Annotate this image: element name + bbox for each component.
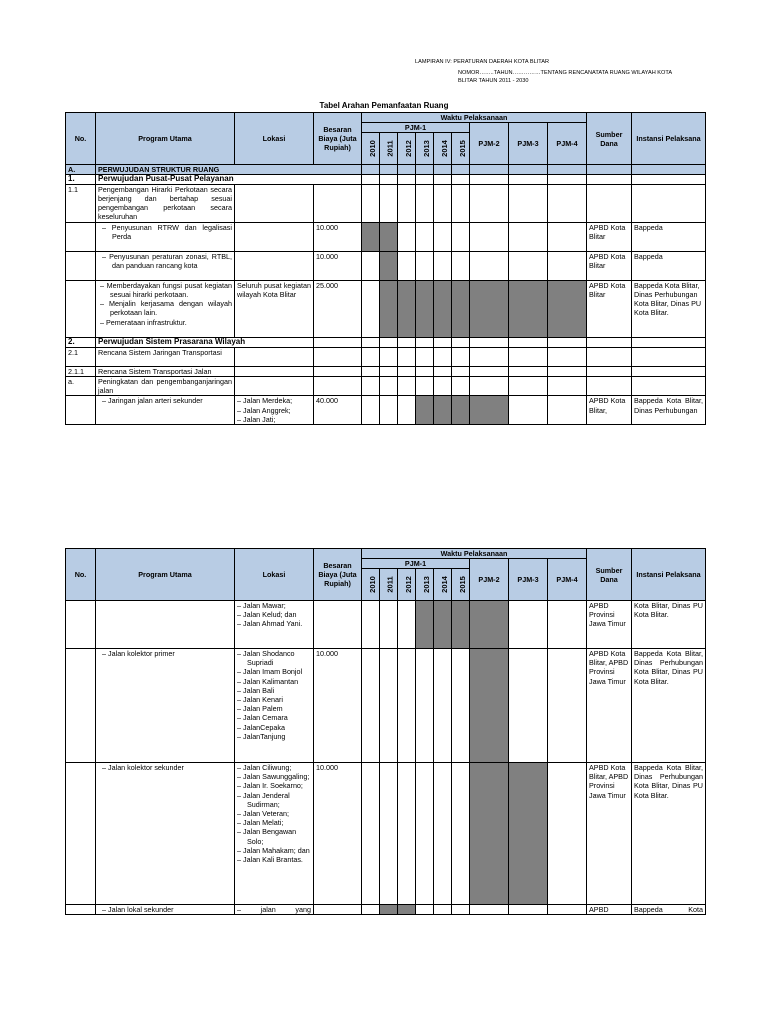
program-text: Rencana Sistem Jaringan Transportasi — [96, 347, 235, 366]
col-instansi: Instansi Pelaksana — [632, 113, 706, 165]
section-row — [66, 337, 706, 347]
section-row — [66, 175, 706, 185]
timeline-bar — [470, 601, 509, 649]
biaya-value: 10.000 — [314, 251, 362, 280]
program-text: Rencana Sistem Transportasi Jalan — [96, 366, 235, 376]
program-text: Pengembangan Hirarki Perkotaan secara berjenjang dan bertahap sesuai pengembangan perkotaan secara keseluruhan — [96, 184, 235, 222]
sumber-dana: APBD Kota Blitar — [587, 280, 632, 337]
timeline-bar — [470, 396, 509, 425]
timeline-bar — [416, 280, 434, 337]
timeline-bar — [362, 222, 380, 251]
table-row — [66, 366, 706, 376]
arahan-table-page-2 — [65, 548, 706, 915]
col-program: Program Utama — [96, 113, 235, 165]
col-pjm2: PJM-2 — [470, 123, 509, 165]
timeline-bar — [509, 763, 548, 905]
col-sumber: Sumber Dana — [587, 549, 632, 601]
col-pjm4: PJM-4 — [548, 123, 587, 165]
biaya-value: 40.000 — [314, 396, 362, 425]
col-instansi: Instansi Pelaksana — [632, 549, 706, 601]
table-row — [66, 905, 706, 915]
table-row — [66, 396, 706, 425]
col-year: 2015 — [452, 133, 470, 165]
section-number: A. — [66, 165, 96, 175]
section-number: 1. — [66, 175, 96, 185]
timeline-bar — [380, 905, 398, 915]
col-lokasi: Lokasi — [235, 113, 314, 165]
instansi-pelaksana: Bappeda Kota — [632, 905, 706, 915]
lokasi-list: – Jalan Mawar; – Jalan Kelud; dan – Jalan Ahmad Yani. — [235, 601, 314, 649]
table-row — [66, 649, 706, 763]
timeline-bar — [452, 280, 470, 337]
biaya-value: 25.000 — [314, 280, 362, 337]
biaya-value: 10.000 — [314, 763, 362, 905]
timeline-bar — [470, 649, 509, 763]
document-header-line2: NOMOR……..TAHUN……………TENTANG RENCANATATA RUANG WILAYAH KOTA — [458, 70, 673, 76]
table-row — [66, 377, 706, 396]
biaya-value: 10.000 — [314, 649, 362, 763]
col-biaya: Besaran Biaya (Juta Rupiah) — [314, 113, 362, 165]
timeline-bar — [452, 396, 470, 425]
program-text: – Jalan lokal sekunder — [96, 905, 235, 915]
timeline-bar — [548, 280, 587, 337]
table-row — [66, 763, 706, 905]
col-pjm1: PJM-1 — [362, 559, 470, 569]
timeline-bar — [434, 396, 452, 425]
timeline-bar — [380, 251, 398, 280]
sumber-dana: APBD Provinsi Jawa Timur — [587, 601, 632, 649]
sumber-dana: APBD Kota Blitar — [587, 222, 632, 251]
col-no: No. — [66, 113, 96, 165]
program-text: – Penyusunan peraturan zonasi, RTBL, dan panduan rancang kota — [96, 251, 235, 280]
instansi-pelaksana: Bappeda Kota Blitar, Dinas Perhubungan — [632, 396, 706, 425]
col-biaya: Besaran Biaya (Juta Rupiah) — [314, 549, 362, 601]
section-label: Perwujudan Pusat-Pusat Pelayanan — [96, 175, 362, 185]
program-text: – Jalan kolektor sekunder — [96, 763, 235, 905]
timeline-bar — [434, 601, 452, 649]
biaya-value: 10.000 — [314, 222, 362, 251]
col-pjm4: PJM-4 — [548, 559, 587, 601]
sumber-dana: APBD Kota Blitar, APBD Provinsi Jawa Timur — [587, 649, 632, 763]
col-waktu: Waktu Pelaksanaan — [362, 113, 587, 123]
col-year: 2013 — [416, 133, 434, 165]
col-year: 2011 — [380, 569, 398, 601]
lokasi-text: – jalan yang — [235, 905, 314, 915]
sumber-dana: APBD Kota Blitar, — [587, 396, 632, 425]
section-row — [66, 165, 706, 175]
instansi-pelaksana: Kota Blitar, Dinas PU Kota Blitar. — [632, 601, 706, 649]
col-year: 2012 — [398, 569, 416, 601]
program-text: Peningkatan dan pengembanganjaringan jalan — [96, 377, 235, 396]
timeline-bar — [470, 280, 509, 337]
col-year: 2013 — [416, 569, 434, 601]
row-number: 1.1 — [66, 184, 96, 222]
timeline-bar — [452, 601, 470, 649]
row-number: 2.1.1 — [66, 366, 96, 376]
timeline-bar — [398, 905, 416, 915]
instansi-pelaksana: Bappeda Kota Blitar, Dinas Perhubungan Kota Blitar, Dinas PU Kota Blitar. — [632, 280, 706, 337]
col-pjm1: PJM-1 — [362, 123, 470, 133]
program-text: – Penyusunan RTRW dan legalisasi Perda — [96, 222, 235, 251]
timeline-bar — [416, 396, 434, 425]
col-no: No. — [66, 549, 96, 601]
table-row — [66, 347, 706, 366]
instansi-pelaksana: Bappeda — [632, 222, 706, 251]
program-text: – Memberdayakan fungsi pusat kegiatan sesuai hirarki perkotaan. – Menjalin kerjasama dengan wilayah perkotaan lain. – Pemerataan infrastruktur. — [96, 280, 235, 337]
table-row — [66, 601, 706, 649]
col-pjm3: PJM-3 — [509, 123, 548, 165]
lokasi-list: – Jalan Shodanco Supriadi – Jalan Imam Bonjol – Jalan Kalimantan – Jalan Bali – Jalan Kenari – Jalan Palem – Jalan Cemara – JalanCepaka – JalanTanjung — [235, 649, 314, 763]
col-year: 2012 — [398, 133, 416, 165]
instansi-pelaksana: Bappeda Kota Blitar, Dinas Perhubungan Kota Blitar, Dinas PU Kota Blitar. — [632, 649, 706, 763]
table-title: Tabel Arahan Pemanfaatan Ruang — [319, 101, 449, 110]
section-number: 2. — [66, 337, 96, 347]
instansi-pelaksana: Bappeda — [632, 251, 706, 280]
document-header-line1: LAMPIRAN IV: PERATURAN DAERAH KOTA BLITAR — [415, 59, 550, 65]
lokasi-list: – Jalan Ciliwung; – Jalan Sawunggaling; – Jalan Ir. Soekarno; – Jalan Jenderal Sudirman; – Jalan Veteran; – Jalan Melati; – Jalan Bengawan Solo; – Jalan Mahakam; dan – Jalan Kali Brantas. — [235, 763, 314, 905]
col-year: 2014 — [434, 133, 452, 165]
timeline-bar — [380, 222, 398, 251]
timeline-bar — [434, 280, 452, 337]
program-text: – Jalan kolektor primer — [96, 649, 235, 763]
row-number: a. — [66, 377, 96, 396]
col-pjm3: PJM-3 — [509, 559, 548, 601]
document-header-line3: BLITAR TAHUN 2011 - 2030 — [458, 78, 529, 84]
table-row — [66, 222, 706, 251]
section-label: Perwujudan Sistem Prasarana Wilayah — [96, 337, 314, 347]
col-year: 2014 — [434, 569, 452, 601]
timeline-bar — [398, 280, 416, 337]
timeline-bar — [509, 280, 548, 337]
timeline-bar — [380, 280, 398, 337]
col-waktu: Waktu Pelaksanaan — [362, 549, 587, 559]
col-year: 2010 — [362, 133, 380, 165]
col-pjm2: PJM-2 — [470, 559, 509, 601]
sumber-dana: APBD Kota Blitar, APBD Provinsi Jawa Timur — [587, 763, 632, 905]
table-row — [66, 251, 706, 280]
row-number: 2.1 — [66, 347, 96, 366]
col-lokasi: Lokasi — [235, 549, 314, 601]
program-text: – Jaringan jalan arteri sekunder — [96, 396, 235, 425]
col-sumber: Sumber Dana — [587, 113, 632, 165]
table-row — [66, 184, 706, 222]
col-year: 2010 — [362, 569, 380, 601]
timeline-bar — [416, 601, 434, 649]
arahan-table-page-1 — [65, 112, 706, 425]
section-label: PERWUJUDAN STRUKTUR RUANG — [96, 165, 362, 175]
col-year: 2011 — [380, 133, 398, 165]
sumber-dana: APBD — [587, 905, 632, 915]
lokasi-list: – Jalan Merdeka; – Jalan Anggrek; – Jalan Jati; — [235, 396, 314, 425]
col-year: 2015 — [452, 569, 470, 601]
table-row — [66, 280, 706, 337]
timeline-bar — [470, 763, 509, 905]
col-program: Program Utama — [96, 549, 235, 601]
instansi-pelaksana: Bappeda Kota Blitar, Dinas Perhubungan Kota Blitar, Dinas PU Kota Blitar. — [632, 763, 706, 905]
sumber-dana: APBD Kota Blitar — [587, 251, 632, 280]
lokasi-text: Seluruh pusat kegiatan wilayah Kota Blitar — [235, 280, 314, 337]
